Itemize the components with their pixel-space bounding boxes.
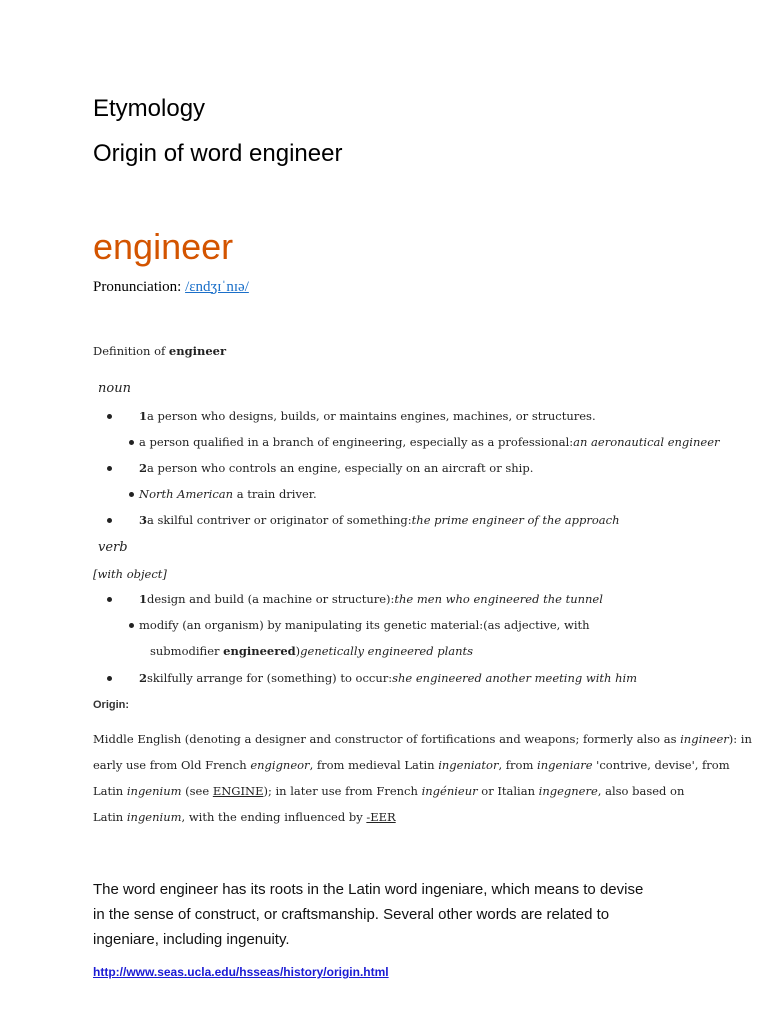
sense-text: a person who controls an engine, especially on an aircraft or ship. <box>147 461 534 475</box>
origin-text: 'contrive, devise', from <box>592 758 730 772</box>
origin-text: ingineer <box>680 732 729 746</box>
origin-text: , also based on <box>597 784 685 798</box>
bullet-icon <box>129 492 134 497</box>
noun-subsense-2 <box>139 487 317 501</box>
origin-text: engigneor <box>250 758 310 772</box>
verb-subsense-1-continued <box>150 644 473 658</box>
bullet-icon <box>107 597 112 602</box>
sense-example: genetically engineered plants <box>300 644 474 658</box>
sense-number: 3 <box>139 513 148 527</box>
verb-label: verb <box>98 540 128 555</box>
sense-region-label: North American <box>139 487 234 501</box>
origin-text: ingeniator <box>438 758 499 772</box>
engine-link[interactable]: ENGINE <box>212 784 264 798</box>
origin-line <box>93 810 396 824</box>
origin-text: ingénieur <box>421 784 478 798</box>
origin-text: ingenium <box>126 784 182 798</box>
sense-example: an aeronautical engineer <box>573 435 720 449</box>
page-subtitle: Origin of word engineer <box>93 140 343 167</box>
sense-number: 2 <box>139 461 148 475</box>
verb-sense-2 <box>139 671 637 685</box>
noun-sense-1 <box>139 409 596 423</box>
origin-line <box>93 758 730 772</box>
origin-text: , with the ending influenced by <box>181 810 367 824</box>
origin-text: , from <box>498 758 538 772</box>
source-link[interactable]: http://www.seas.ucla.edu/hsseas/history/origin.html <box>93 965 389 979</box>
definition-prefix: Definition of <box>93 344 169 358</box>
origin-text: , from medieval Latin <box>309 758 439 772</box>
origin-text: ingenium <box>126 810 182 824</box>
page-title: Etymology <box>93 95 206 122</box>
pronunciation <box>93 279 249 296</box>
noun-sense-3 <box>139 513 620 527</box>
bullet-icon <box>107 518 112 523</box>
sense-text: ) <box>295 644 301 658</box>
sense-text: submodifier <box>150 644 224 658</box>
sense-text: a person who designs, builds, or maintains engines, machines, or structures. <box>147 409 596 423</box>
origin-text: Middle English (denoting a designer and constructor of fortifications and weapons; formerly also as <box>93 732 681 746</box>
origin-text: Latin <box>93 810 127 824</box>
bullet-icon <box>129 440 134 445</box>
origin-text: ); in later use from French <box>263 784 422 798</box>
grammar-note: [with object] <box>93 567 167 581</box>
definition-heading <box>93 344 226 358</box>
origin-text: ingeniare <box>537 758 593 772</box>
origin-text: Latin <box>93 784 127 798</box>
origin-text: ): in <box>728 732 752 746</box>
bullet-icon <box>129 623 134 628</box>
bullet-icon <box>107 466 112 471</box>
origin-text: early use from Old French <box>93 758 251 772</box>
origin-text: ingegnere <box>538 784 598 798</box>
definition-word: engineer <box>168 344 227 358</box>
pronunciation-label: Pronunciation: <box>93 279 186 295</box>
origin-line <box>93 732 752 746</box>
noun-label: noun <box>98 381 131 396</box>
sense-text: a skilful contriver or originator of something: <box>147 513 412 527</box>
origin-label: Origin: <box>93 699 130 711</box>
sense-number: 2 <box>139 671 148 685</box>
sense-number: 1 <box>139 592 148 606</box>
sense-bold-word: engineered <box>223 644 296 658</box>
sense-text: a train driver. <box>233 487 317 501</box>
bullet-icon <box>107 676 112 681</box>
verb-sense-1 <box>139 592 603 606</box>
noun-sense-2 <box>139 461 533 475</box>
noun-subsense-1 <box>139 435 720 449</box>
origin-text: (see <box>181 784 213 798</box>
sense-text: a person qualified in a branch of engineering, especially as a professional: <box>139 435 574 449</box>
pronunciation-link[interactable]: /ɛndʒɪˈnɪə/ <box>185 279 249 295</box>
sense-example: the prime engineer of the approach <box>411 513 620 527</box>
bullet-icon <box>107 414 112 419</box>
headword: engineer <box>93 226 234 267</box>
sense-example: the men who engineered the tunnel <box>394 592 603 606</box>
sense-text: design and build (a machine or structure): <box>147 592 395 606</box>
origin-text: or Italian <box>477 784 539 798</box>
eer-link[interactable]: -EER <box>366 810 396 824</box>
sense-example: she engineered another meeting with him <box>392 671 638 685</box>
sense-number: 1 <box>139 409 148 423</box>
sense-text: skilfully arrange for (something) to occur: <box>147 671 393 685</box>
sense-text: modify (an organism) by manipulating its genetic material:(as adjective, with <box>139 618 590 632</box>
summary-paragraph: The word engineer has its roots in the Latin word ingeniare, which means to devise in the sense of construct, or craftsmanship. Several other words are related to ingeniare, including ingenuity. <box>93 881 644 948</box>
origin-line <box>93 784 684 798</box>
verb-subsense-1 <box>139 618 590 632</box>
